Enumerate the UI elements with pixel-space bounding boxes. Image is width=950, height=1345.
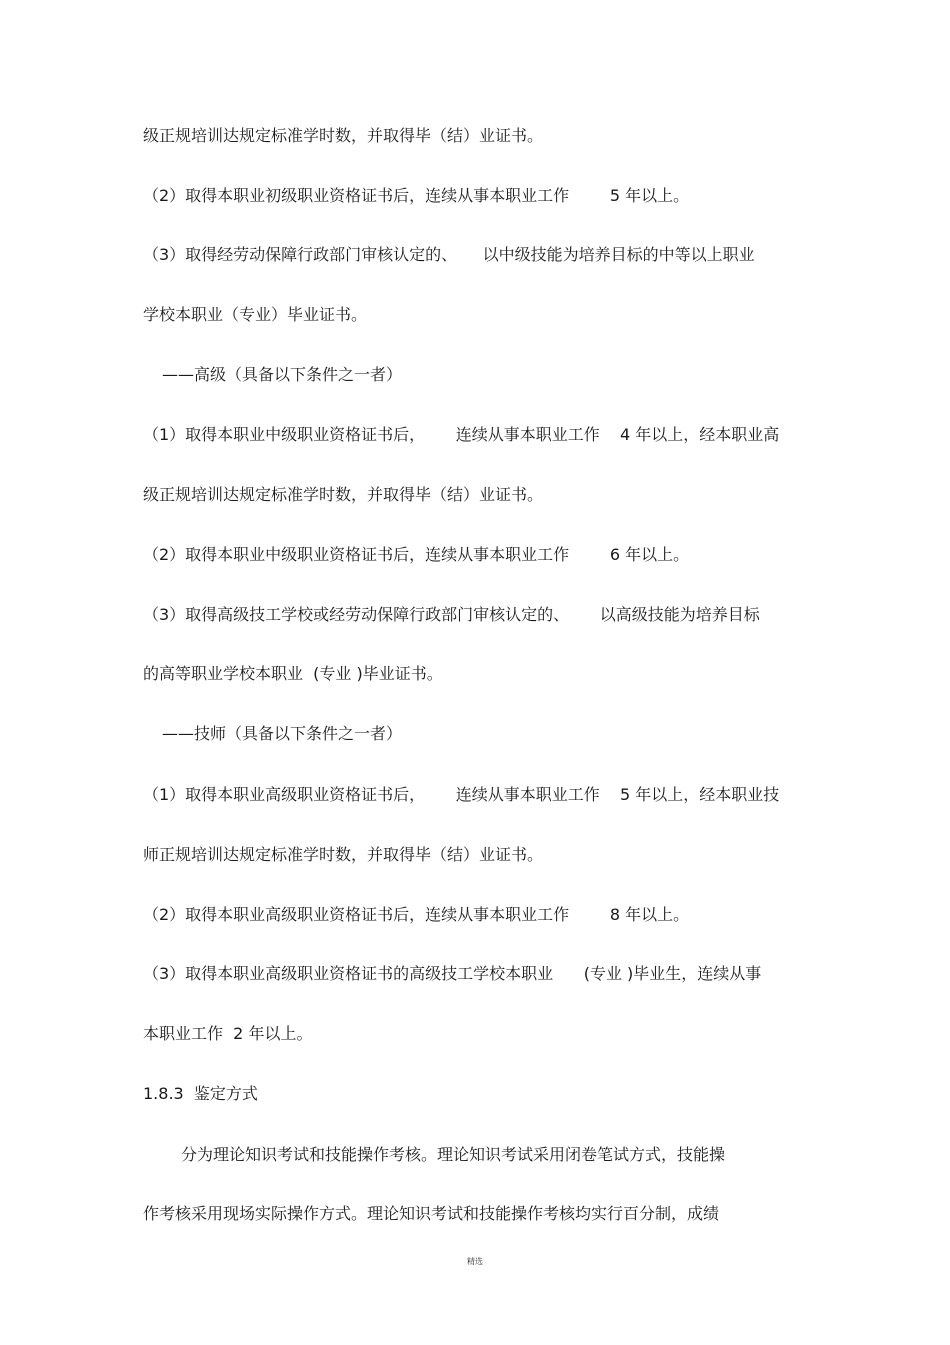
text-line-4: 学校本职业（专业）毕业证书。 [143, 305, 368, 324]
text-line-10: 的高等职业学校本职业 (专业 )毕业证书。 [143, 664, 443, 683]
text-line-8: （2）取得本职业中级职业资格证书后，连续从事本职业工作 6 年以上。 [143, 545, 690, 564]
section-heading-1-8-3: 1.8.3 鉴定方式 [143, 1084, 258, 1103]
text-line-6: （1）取得本职业中级职业资格证书后， 连续从事本职业工作 4 年以上，经本职业高 [143, 425, 780, 444]
text-line-16: 本职业工作 2 年以上。 [143, 1024, 313, 1043]
text-line-3: （3）取得经劳动保障行政部门审核认定的、 以中级技能为培养目标的中等以上职业 [143, 245, 755, 264]
text-line-13: 师正规培训达规定标准学时数，并取得毕（结）业证书。 [143, 845, 544, 864]
text-line-12: （1）取得本职业高级职业资格证书后， 连续从事本职业工作 5 年以上，经本职业技 [143, 785, 780, 804]
text-line-19: 作考核采用现场实际操作方式。理论知识考试和技能操作考核均实行百分制，成绩 [143, 1204, 720, 1223]
text-line-9: （3）取得高级技工学校或经劳动保障行政部门审核认定的、 以高级技能为培养目标 [143, 605, 760, 624]
text-line-2: （2）取得本职业初级职业资格证书后，连续从事本职业工作 5 年以上。 [143, 186, 690, 205]
text-line-14: （2）取得本职业高级职业资格证书后，连续从事本职业工作 8 年以上。 [143, 905, 690, 924]
page-footer: 精选 [467, 1257, 483, 1266]
section-heading-senior: ——高级（具备以下条件之一者） [162, 365, 403, 384]
text-line-18: 分为理论知识考试和技能操作考核。理论知识考试采用闭卷笔试方式，技能操 [181, 1145, 726, 1164]
text-line-7: 级正规培训达规定标准学时数，并取得毕（结）业证书。 [143, 485, 544, 504]
section-heading-technician: ——技师（具备以下条件之一者） [162, 724, 403, 743]
text-line-15: （3）取得本职业高级职业资格证书的高级技工学校本职业 (专业 )毕业生，连续从事 [143, 964, 762, 983]
text-line-1: 级正规培训达规定标准学时数，并取得毕（结）业证书。 [143, 126, 544, 145]
